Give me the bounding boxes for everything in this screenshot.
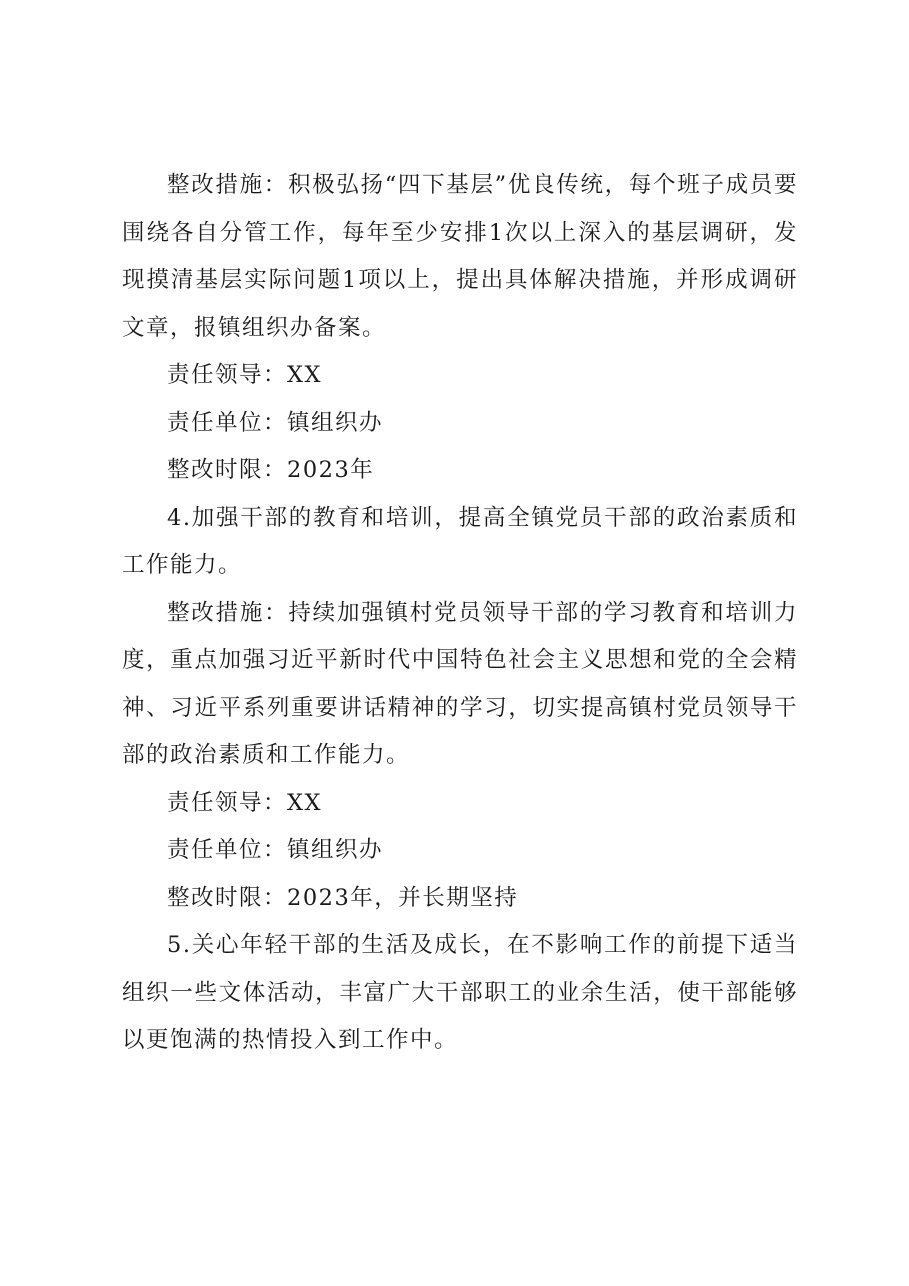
deadline-line: 整改时限：2023年 (167, 457, 375, 483)
document-body (122, 162, 798, 1065)
responsible-leader-line: 责任领导：XX (167, 362, 323, 388)
responsible-leader-line: 责任领导：XX (167, 789, 323, 816)
deadline-line: 整改时限：2023年，并长期坚持 (167, 884, 519, 911)
item-5-heading: 5.关心年轻干部的生活及成长，在不影响工作的前提下适当组织一些文体活动，丰富广大干部职工的业余生活，使干部能够以更饱满的热情投入到工作中。 (122, 932, 798, 1053)
rectification-measure-paragraph: 整改措施：积极弘扬“四下基层”优良传统，每个班子成员要围绕各自分管工作，每年至少安排1次以上深入的基层调研，发现摸清基层实际问题1项以上，提出具体解决措施，并形成调研文章，报镇组织办备案。 (122, 172, 798, 341)
responsible-unit-line: 责任单位：镇组织办 (167, 409, 384, 436)
rectification-measure-paragraph: 整改措施：持续加强镇村党员领导干部的学习教育和培训力度，重点加强习近平新时代中国特色社会主义思想和党的全会精神、习近平系列重要讲话精神的学习，切实提高镇村党员领导干部的政治素质和工作能力。 (122, 599, 798, 768)
responsible-unit-line: 责任单位：镇组织办 (167, 837, 384, 863)
item-4-heading: 4.加强干部的教育和培训，提高全镇党员干部的政治素质和工作能力。 (122, 504, 798, 578)
